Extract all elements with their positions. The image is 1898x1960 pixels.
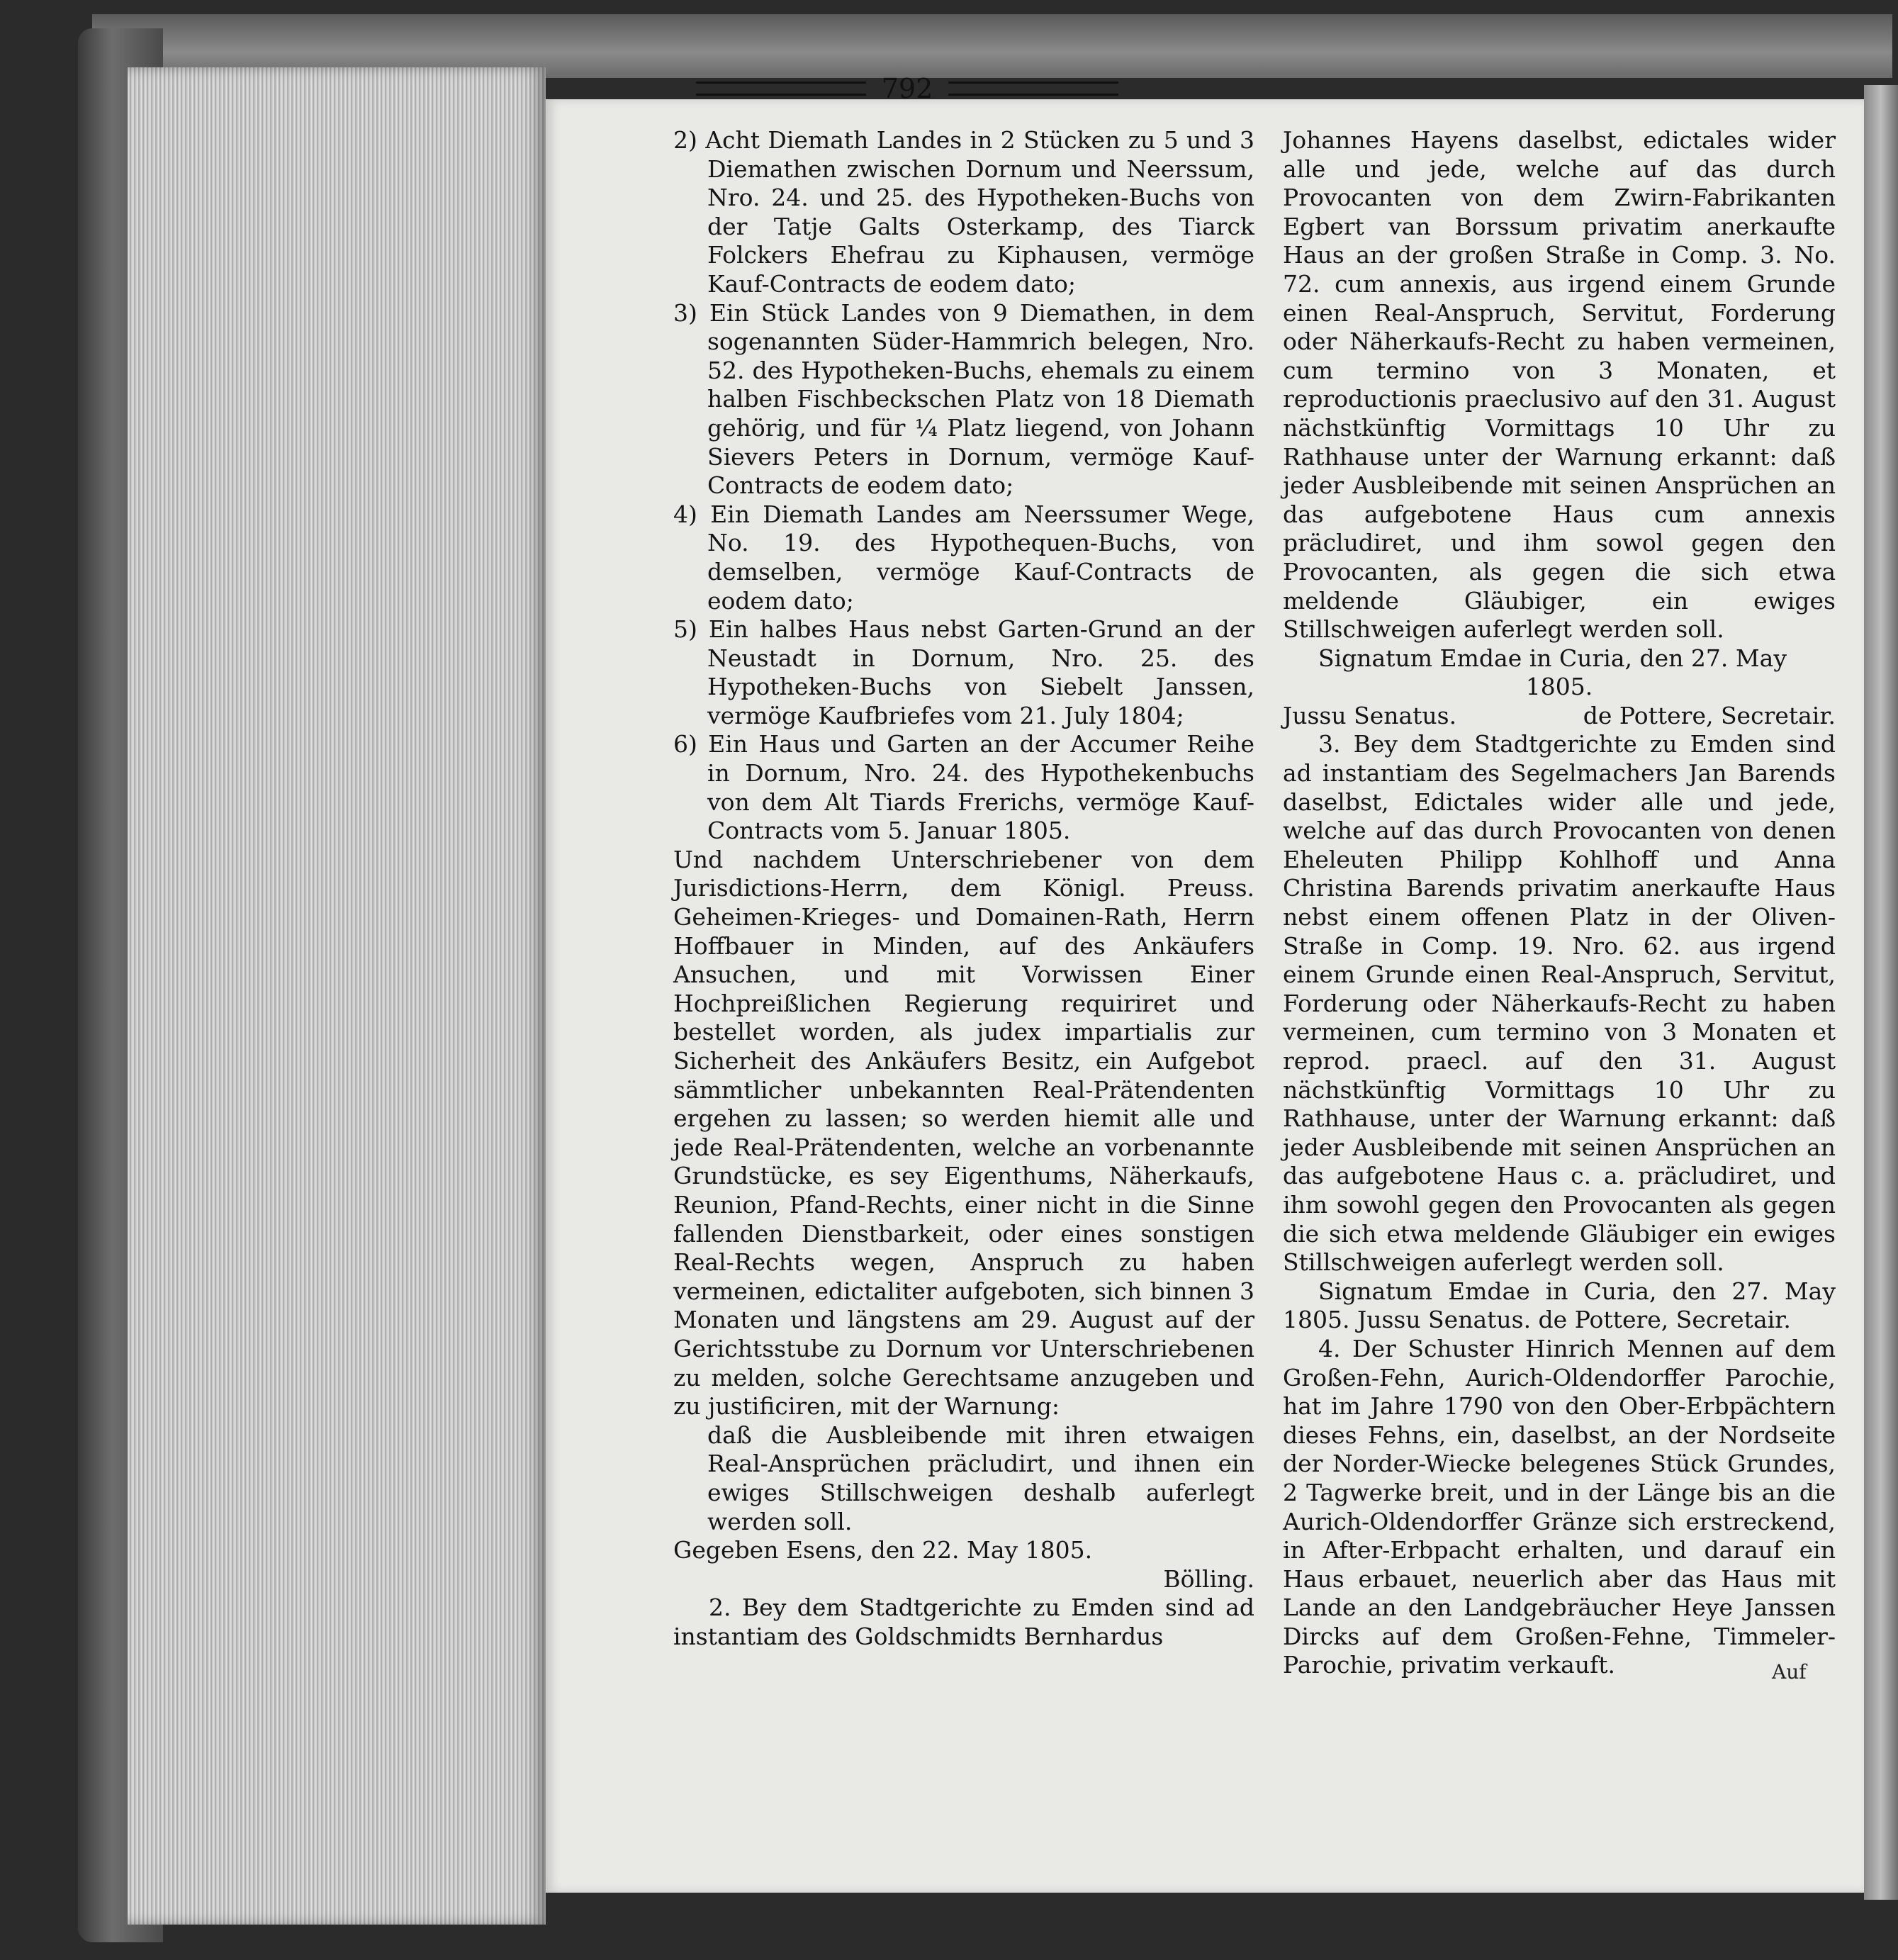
list-item: 5) Ein halbes Haus nebst Garten-Grund an der Neustadt in Dornum, Nro. 25. des Hypotheken-Buchs von Siebelt Janssen, vermöge Kaufbriefes vom 21. July 1804; <box>673 615 1254 729</box>
secretary-signature: de Pottere, Secretair. <box>1583 701 1836 729</box>
page-edges <box>128 67 546 1925</box>
list-item: 2) Acht Diemath Landes in 2 Stücken zu 5 und 3 Diemathen zwischen Dornum und Neerssum, Nro. 24. und 25. des Hypotheken-Buchs von der Tatje Galts Osterkamp, des Tiarck Folckers Ehefrau zu Kiphausen, vermöge Kauf-Contracts de eodem dato; <box>673 126 1254 298</box>
main-paragraph: Und nachdem Unterschriebener von dem Jurisdictions-Herrn, dem Königl. Preuss. Geheimen-Krieges- und Domainen-Rath, Herrn Hoffbauer in Minden, auf des Ankäufers Ansuchen, und mit Vorwissen Einer Hochpreißlichen Regierung requiriret und bestellet worden, als judex impartialis zur Sicherheit des Ankäufers Besitz, ein Aufgebot sämmtlicher unbekannten Real-Prätendenten ergehen zu lassen; so werden hiemit alle und jede Real-Prätendenten, welche an vorbenannte Grundstücke, es sey Eigenthums, Näherkaufs, Reunion, Pfand-Rechts, einer nicht in die Sinne fallenden Dienstbarkeit, oder eines sonstigen Real-Rechts wegen, Anspruch zu haben vermeinen, edictaliter aufgeboten, sich binnen 3 Monaten und längstens am 29. August auf der Gerichtsstube zu Dornum vor Unterschriebenen zu melden, solche Gerechtsame anzugeben und zu justificiren, mit der Warnung: <box>673 845 1254 1421</box>
notice-2-continuation: Johannes Hayens daselbst, edictales wider alle und jede, welche auf das durch Provocanten von dem Zwirn-Fabrikanten Egbert van Borssum privatim anerkaufte Haus an der großen Straße in Comp. 3. No. 72. cum annexis, aus irgend einem Grunde einen Real-Anspruch, Servitut, Forderung oder Näherkaufs-Recht zu haben vermeinen, cum termino von 3 Monaten, et reproductionis praeclusivo auf den 31. August nächstkünftig Vormittags 10 Uhr zu Rathhause unter der Warnung erkannt: daß jeder Ausbleibende mit seinen Ansprüchen an das aufgebotene Haus cum annexis präcludiret, und ihm sowol gegen den Provocanten, als gegen die sich etwa meldende Gläubiger, ein ewiges Stillschweigen auferlegt werden soll. <box>1283 126 1836 644</box>
signatum-year: 1805. <box>1525 673 1593 701</box>
warning-clause: daß die Ausbleibende mit ihren etwaigen Real-Ansprüchen präcludirt, und ihnen ein ewiges Stillschweigen deshalb auferlegt werden soll. <box>707 1421 1254 1535</box>
left-column <box>673 126 1254 1651</box>
notice-3: 3. Bey dem Stadtgerichte zu Emden sind ad instantiam des Segelmachers Jan Barends daselbst, Edictales wider alle und jede, welche auf das durch Provocanten von denen Eheleuten Philipp Kohlhoff und Anna Christina Barends privatim anerkaufte Haus nebst einem offenen Platz in der Oliven-Straße in Comp. 19. Nro. 62. aus irgend einem Grunde einen Real-Anspruch, Servitut, Forderung oder Näherkaufs-Recht zu haben vermeinen, cum termino von 3 Monaten et reprod. praecl. auf den 31. August nächstkünftig Vormittags 10 Uhr zu Rathhause, unter der Warnung erkannt: daß jeder Ausbleibende mit seinen Ansprüchen an das aufgebotene Haus c. a. präcludiret, und ihm sowohl gegen den Provocanten als gegen die sich etwa meldende Gläubiger ein ewiges Stillschweigen auferlegt werden soll. <box>1283 730 1836 1277</box>
signatum-line: Signatum Emdae in Curia, den 27. May <box>1318 644 1787 672</box>
ornamental-rule-left <box>696 82 866 96</box>
ornamental-rule-right <box>948 82 1118 96</box>
list-item: 6) Ein Haus und Garten an der Accumer Reihe in Dornum, Nro. 24. des Hypothekenbuchs von dem Alt Tiards Frerichs, vermöge Kauf-Contracts vom 5. Januar 1805. <box>673 730 1254 845</box>
jussu-senatus: Jussu Senatus. <box>1283 701 1457 729</box>
signature: Bölling. <box>1163 1564 1254 1593</box>
notice-4: 4. Der Schuster Hinrich Mennen auf dem Großen-Fehn, Aurich-Oldendorffer Parochie, hat im Jahre 1790 von den Ober-Erbpächtern dieses Fehns, ein, daselbst, an der Nordseite der Norder-Wiecke belegenes Stück Grundes, 2 Tagwerke breit, und in der Länge bis an die Aurich-Oldendorffer Gränze sich erstreckend, in After-Erbpacht erhalten, und darauf ein Haus erbauet, neuerlich aber das Haus mit Lande an den Landgebräucher Heye Janssen Dircks auf dem Großen-Fehne, Timmeler-Parochie, privatim verkauft. <box>1283 1334 1836 1679</box>
right-column <box>1283 126 1836 1680</box>
notice-2-start: 2. Bey dem Stadtgerichte zu Emden sind ad instantiam des Goldschmidts Bernhardus <box>673 1594 1254 1650</box>
dateline: Gegeben Esens, den 22. May 1805. <box>673 1536 1093 1564</box>
catchword: Auf <box>1772 1660 1807 1684</box>
list-item: 3) Ein Stück Landes von 9 Diemathen, in dem sogenannten Süder-Hammrich belegen, Nro. 52. des Hypotheken-Buchs, ehemals zu einem halben Fischbeckschen Platz von 18 Diemath gehörig, und für ¼ Platz liegend, von Johann Sievers Peters in Dornum, vermöge Kauf-Contracts de eodem dato; <box>673 298 1254 500</box>
signatum-line-2: Signatum Emdae in Curia, den 27. May 1805. Jussu Senatus. de Pottere, Secretair. <box>1283 1277 1836 1334</box>
list-item: 4) Ein Diemath Landes am Neerssumer Wege, No. 19. des Hypothequen-Buchs, von demselben, vermöge Kauf-Contracts de eodem dato; <box>673 500 1254 615</box>
running-head <box>517 67 1297 110</box>
facing-page-edge <box>1864 85 1898 1900</box>
page-number: 792 <box>881 73 933 104</box>
jussu-line <box>1283 702 1836 731</box>
